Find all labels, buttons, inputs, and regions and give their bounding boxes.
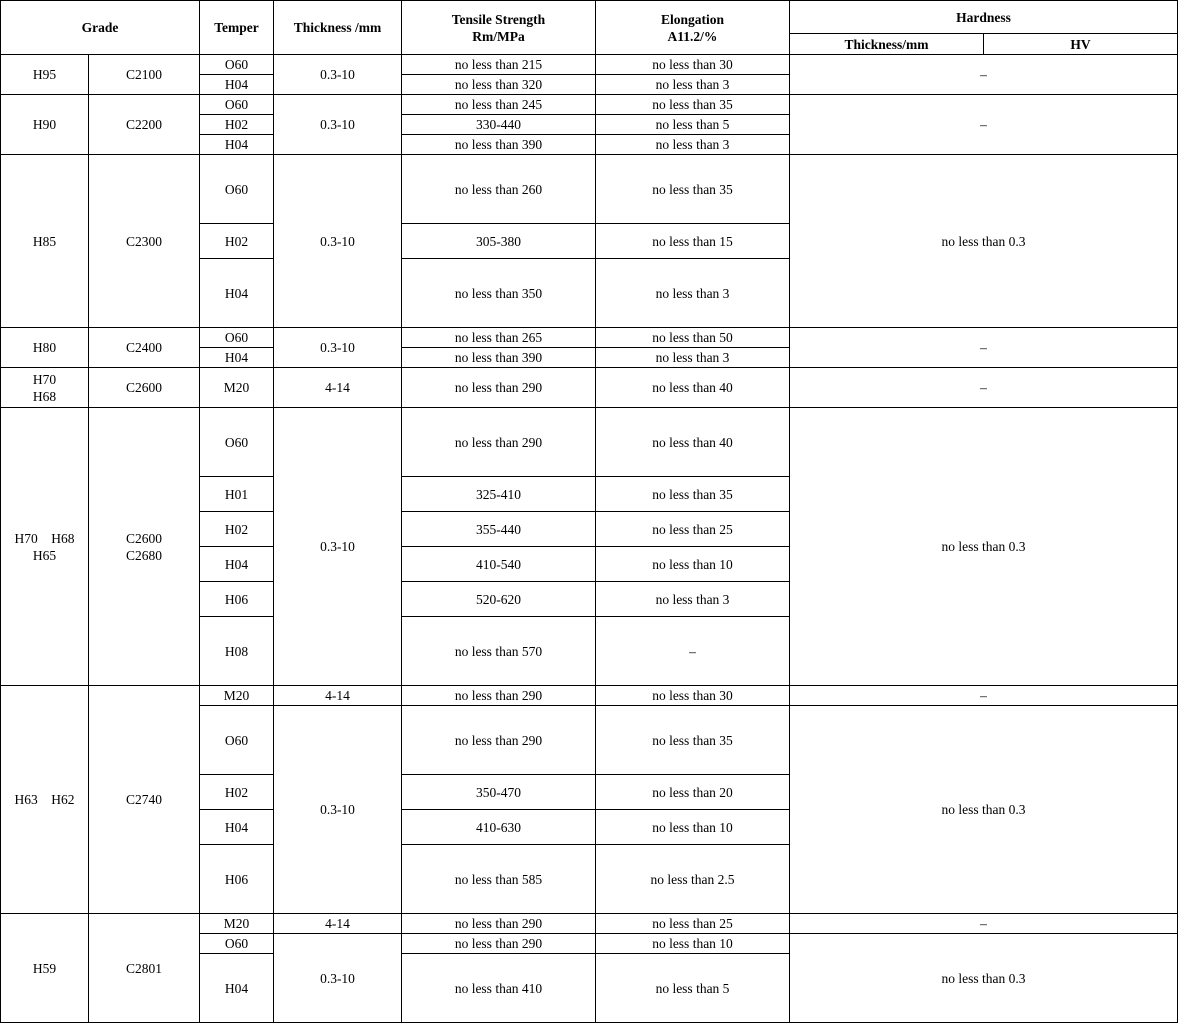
hardness-thickness-cell: no less than 0.3 [790, 706, 1178, 914]
elongation-cell: no less than 5 [596, 954, 790, 1023]
elongation-cell: no less than 3 [596, 75, 790, 95]
hardness-thickness-cell: – [790, 328, 1178, 368]
grade-label: H90 [32, 117, 57, 132]
temper-cell: O60 [200, 328, 274, 348]
temper-cell: O60 [200, 408, 274, 477]
tensile-strength-cell: 520-620 [402, 582, 596, 617]
header-hardness-thickness: Thickness/mm [790, 34, 984, 55]
tensile-strength-cell: no less than 290 [402, 368, 596, 408]
temper-cell: H01 [200, 477, 274, 512]
temper-cell: H06 [200, 582, 274, 617]
elongation-cell: no less than 10 [596, 810, 790, 845]
grade-label: H85 [32, 233, 57, 249]
elongation-cell: no less than 3 [596, 135, 790, 155]
header-tensile-line2: Rm/MPa [472, 28, 525, 44]
temper-cell: H02 [200, 224, 274, 259]
temper-cell: O60 [200, 95, 274, 115]
elongation-cell: no less than 3 [596, 259, 790, 328]
elongation-cell: no less than 30 [596, 55, 790, 75]
grade-code-cell [89, 368, 200, 408]
hardness-thickness-cell: – [790, 914, 1178, 934]
grade-code-label: C2600 [125, 380, 162, 395]
tensile-strength-cell: 330-440 [402, 115, 596, 135]
elongation-cell: no less than 35 [596, 477, 790, 512]
tensile-strength-cell: no less than 410 [402, 954, 596, 1023]
hardness-thickness-cell: no less than 0.3 [790, 408, 1178, 686]
tensile-strength-cell: no less than 570 [402, 617, 596, 686]
grade-cell [1, 914, 89, 1023]
elongation-cell: no less than 10 [596, 934, 790, 954]
grade-label: H70 [32, 371, 57, 387]
temper-cell: H02 [200, 512, 274, 547]
grade-label: H95 [32, 67, 57, 82]
grade-cell [1, 155, 89, 328]
tensile-strength-cell: no less than 290 [402, 914, 596, 934]
header-elongation [596, 1, 790, 55]
elongation-cell: no less than 20 [596, 775, 790, 810]
header-tensile-line1: Tensile Strength [451, 11, 546, 27]
grade-code-cell [89, 55, 200, 95]
temper-cell: H04 [200, 348, 274, 368]
grade-label: H65 [32, 547, 57, 563]
grade-code-label: C2200 [125, 117, 162, 132]
elongation-cell: no less than 40 [596, 368, 790, 408]
temper-cell: O60 [200, 706, 274, 775]
grade-code-label: C2680 [125, 547, 162, 563]
grade-code-cell [89, 408, 200, 686]
elongation-cell: no less than 25 [596, 512, 790, 547]
temper-cell: O60 [200, 934, 274, 954]
table-row [1, 368, 1178, 408]
grade-cell [1, 368, 89, 408]
elongation-cell: no less than 5 [596, 115, 790, 135]
grade-label: H63 H62 [14, 792, 75, 807]
grade-code-label: C2600 [125, 530, 162, 546]
grade-cell [1, 95, 89, 155]
header-thickness: Thickness /mm [274, 1, 402, 55]
table-row [1, 686, 1178, 706]
tensile-strength-cell: no less than 320 [402, 75, 596, 95]
grade-code-cell [89, 328, 200, 368]
grade-code-label: C2100 [125, 67, 162, 82]
tensile-strength-cell: no less than 245 [402, 95, 596, 115]
tensile-strength-cell: no less than 290 [402, 686, 596, 706]
grade-code-cell [89, 686, 200, 914]
temper-cell: H04 [200, 547, 274, 582]
hardness-thickness-cell: – [790, 368, 1178, 408]
table-row [1, 914, 1178, 934]
tensile-strength-cell: no less than 290 [402, 934, 596, 954]
thickness-cell: 4-14 [274, 686, 402, 706]
hardness-thickness-cell: – [790, 95, 1178, 155]
header-temper: Temper [200, 1, 274, 55]
thickness-cell: 4-14 [274, 368, 402, 408]
elongation-cell: no less than 2.5 [596, 845, 790, 914]
tensile-strength-cell: no less than 260 [402, 155, 596, 224]
grade-code-cell [89, 155, 200, 328]
table-body [1, 55, 1178, 1023]
hardness-thickness-cell: – [790, 686, 1178, 706]
tensile-strength-cell: no less than 215 [402, 55, 596, 75]
temper-cell: H04 [200, 135, 274, 155]
grade-label: H80 [32, 340, 57, 355]
elongation-cell: – [596, 617, 790, 686]
elongation-cell: no less than 35 [596, 155, 790, 224]
header-tensile-strength [402, 1, 596, 55]
table-row [1, 408, 1178, 477]
temper-cell: H04 [200, 75, 274, 95]
hardness-thickness-cell: – [790, 55, 1178, 95]
temper-cell: O60 [200, 155, 274, 224]
temper-cell: O60 [200, 55, 274, 75]
elongation-cell: no less than 3 [596, 348, 790, 368]
thickness-cell: 0.3-10 [274, 95, 402, 155]
temper-cell: M20 [200, 914, 274, 934]
header-elongation-line1: Elongation [660, 11, 725, 27]
temper-cell: H06 [200, 845, 274, 914]
temper-cell: H02 [200, 775, 274, 810]
thickness-cell: 0.3-10 [274, 328, 402, 368]
thickness-cell: 0.3-10 [274, 706, 402, 914]
hardness-thickness-cell: no less than 0.3 [790, 155, 1178, 328]
table-row [1, 95, 1178, 115]
tensile-strength-cell: no less than 390 [402, 348, 596, 368]
grade-cell [1, 686, 89, 914]
temper-cell: M20 [200, 368, 274, 408]
grade-label: H68 [32, 388, 57, 404]
tensile-strength-cell: no less than 390 [402, 135, 596, 155]
header-hardness: Hardness [790, 1, 1178, 34]
tensile-strength-cell: no less than 265 [402, 328, 596, 348]
grade-label: H59 [32, 960, 57, 976]
grade-label: H70 H68 [14, 530, 75, 546]
elongation-cell: no less than 30 [596, 686, 790, 706]
temper-cell: H08 [200, 617, 274, 686]
tensile-strength-cell: 350-470 [402, 775, 596, 810]
tensile-strength-cell: 410-540 [402, 547, 596, 582]
temper-cell: H04 [200, 810, 274, 845]
table-row [1, 328, 1178, 348]
hardness-thickness-cell: no less than 0.3 [790, 934, 1178, 1023]
elongation-cell: no less than 25 [596, 914, 790, 934]
grade-cell [1, 408, 89, 686]
header-grade: Grade [1, 1, 200, 55]
thickness-cell: 0.3-10 [274, 408, 402, 686]
temper-cell: M20 [200, 686, 274, 706]
thickness-cell: 4-14 [274, 914, 402, 934]
thickness-cell: 0.3-10 [274, 55, 402, 95]
elongation-cell: no less than 15 [596, 224, 790, 259]
header-hardness-hv: HV [984, 34, 1178, 55]
table-row [1, 155, 1178, 224]
tensile-strength-cell: 355-440 [402, 512, 596, 547]
elongation-cell: no less than 35 [596, 706, 790, 775]
grade-code-label: C2740 [125, 792, 162, 807]
elongation-cell: no less than 3 [596, 582, 790, 617]
thickness-cell: 0.3-10 [274, 155, 402, 328]
temper-cell: H02 [200, 115, 274, 135]
tensile-strength-cell: 410-630 [402, 810, 596, 845]
tensile-strength-cell: no less than 585 [402, 845, 596, 914]
grade-code-cell [89, 914, 200, 1023]
grade-cell [1, 328, 89, 368]
grade-code-label: C2400 [125, 340, 162, 355]
tensile-strength-cell: no less than 350 [402, 259, 596, 328]
elongation-cell: no less than 50 [596, 328, 790, 348]
elongation-cell: no less than 10 [596, 547, 790, 582]
tensile-strength-cell: no less than 290 [402, 408, 596, 477]
thickness-cell: 0.3-10 [274, 934, 402, 1023]
grade-code-cell [89, 95, 200, 155]
grade-code-label: C2801 [125, 960, 162, 976]
temper-cell: H04 [200, 954, 274, 1023]
grade-code-label: C2300 [125, 233, 162, 249]
table-row [1, 55, 1178, 75]
elongation-cell: no less than 40 [596, 408, 790, 477]
elongation-cell: no less than 35 [596, 95, 790, 115]
temper-cell: H04 [200, 259, 274, 328]
tensile-strength-cell: 325-410 [402, 477, 596, 512]
tensile-strength-cell: 305-380 [402, 224, 596, 259]
tensile-strength-cell: no less than 290 [402, 706, 596, 775]
header-elongation-line2: A11.2/% [667, 28, 718, 44]
grade-cell [1, 55, 89, 95]
